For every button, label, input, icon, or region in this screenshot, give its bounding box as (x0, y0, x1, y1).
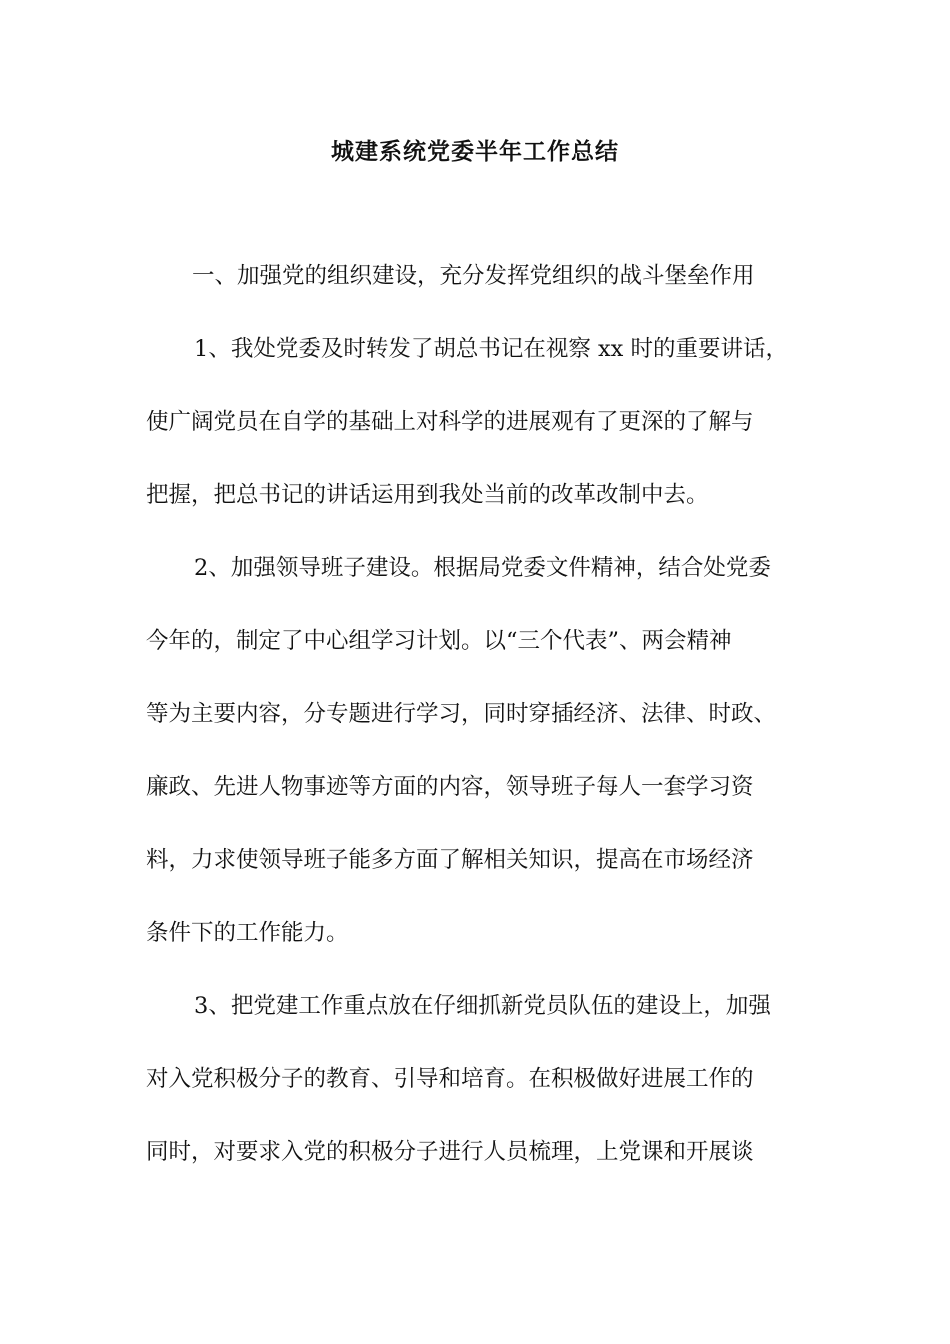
paragraph-line: 对入党积极分子的教育、引导和培育。在积极做好进展工作的 (146, 1066, 754, 1092)
document-body (146, 258, 828, 1207)
paragraph-line: 廉政、先进人物事迹等方面的内容，领导班子每人一套学习资 (146, 774, 754, 800)
paragraph-line: 今年的，制定了中心组学习计划。以“三个代表”、两会精神 (146, 628, 732, 654)
document-title: 城建系统党委半年工作总结 (331, 138, 619, 165)
paragraph-line: 3、把党建工作重点放在仔细抓新党员队伍的建设上，加强 (194, 993, 771, 1019)
paragraph-line: 条件下的工作能力。 (146, 920, 349, 946)
section-heading: 一、加强党的组织建设，充分发挥党组织的战斗堡垒作用 (192, 263, 755, 289)
paragraph-line: 等为主要内容，分专题进行学习，同时穿插经济、法律、时政、 (146, 701, 777, 727)
paragraph-line: 把握，把总书记的讲话运用到我处当前的改革改制中去。 (146, 482, 709, 508)
paragraph-line: 料，力求使领导班子能多方面了解相关知识，提高在市场经济 (146, 847, 754, 873)
paragraph-line: 1、我处党委及时转发了胡总书记在视察 xx 时的重要讲话， (194, 336, 788, 362)
paragraph-line: 同时，对要求入党的积极分子进行人员梳理，上党课和开展谈 (146, 1139, 754, 1165)
paragraph-line: 使广阔党员在自学的基础上对科学的进展观有了更深的了解与 (146, 409, 754, 435)
paragraph-line: 2、加强领导班子建设。根据局党委文件精神，结合处党委 (194, 555, 771, 581)
